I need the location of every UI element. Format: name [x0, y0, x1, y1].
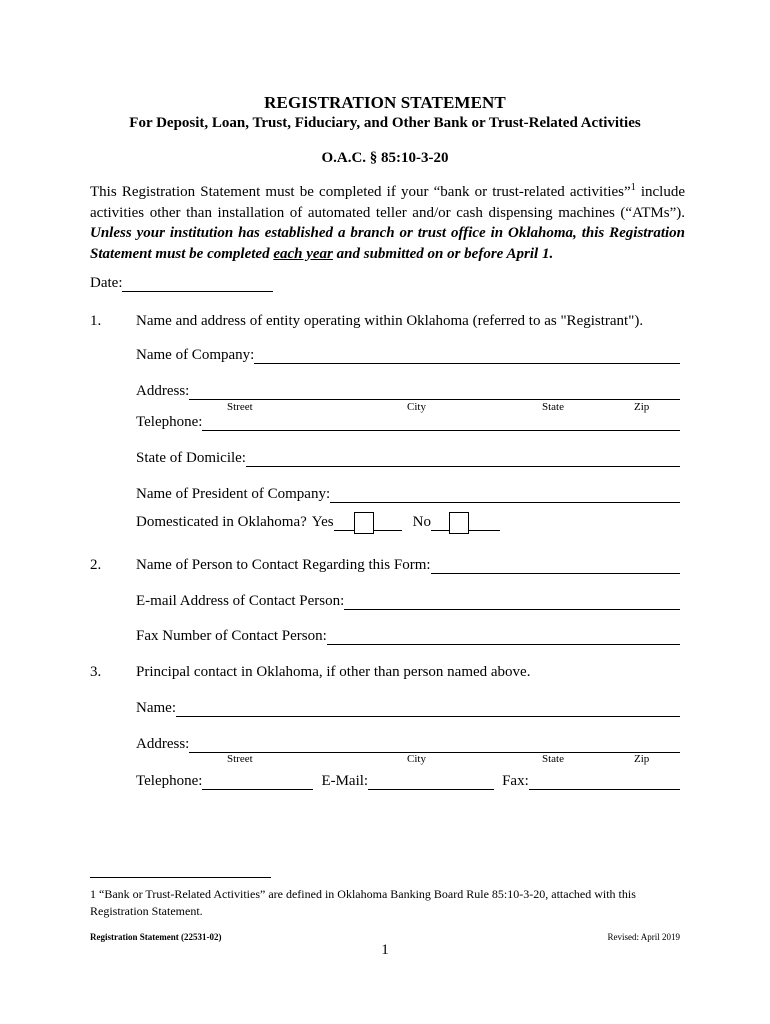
intro-paragraph — [90, 182, 685, 264]
intro-text-1: This Registration Statement must be completed if your “bank or trust-related activities” — [90, 184, 631, 200]
footnote-divider — [90, 877, 271, 878]
domesticated-yes-label: Yes — [311, 514, 334, 530]
principal-address-label: Address: — [136, 736, 190, 752]
state-domicile-field[interactable] — [246, 451, 680, 467]
intro-text-2: include activities other than installation of automated teller and/or cash dispensing machines (“ATMs”). — [90, 184, 685, 221]
date-row — [90, 275, 273, 292]
date-field[interactable] — [122, 276, 273, 292]
address-state-label: State — [542, 401, 564, 413]
section-3-heading: Principal contact in Oklahoma, if other than person named above. — [136, 664, 531, 680]
form-subtitle: For Deposit, Loan, Trust, Fiduciary, and Other Bank or Trust-Related Activities — [129, 115, 641, 131]
contact-person-field[interactable] — [431, 558, 680, 574]
section-3-number: 3. — [90, 664, 102, 680]
telephone-label: Telephone: — [136, 414, 203, 430]
principal-telephone-label: Telephone: — [136, 773, 203, 789]
principal-name-field[interactable] — [176, 701, 680, 717]
domesticated-yes-line — [334, 515, 402, 531]
intro-emphasis-underlined: each year — [273, 245, 333, 262]
principal-email-field[interactable] — [368, 774, 494, 790]
domesticated-no-label: No — [412, 514, 431, 530]
contact-fax-row — [136, 628, 680, 645]
section-1-heading: Name and address of entity operating within Oklahoma (referred to as "Registrant"). — [136, 313, 644, 329]
contact-fax-label: Fax Number of Contact Person: — [136, 628, 327, 644]
principal-telephone-field[interactable] — [202, 774, 313, 790]
regulation-citation: O.A.C. § 85:10-3-20 — [321, 150, 449, 166]
contact-fax-field[interactable] — [327, 629, 680, 645]
address-street-label: Street — [227, 401, 253, 413]
company-name-label: Name of Company: — [136, 347, 255, 363]
date-label: Date: — [90, 275, 123, 291]
form-title: REGISTRATION STATEMENT — [264, 93, 506, 112]
company-name-field[interactable] — [254, 348, 680, 364]
state-domicile-row — [136, 450, 680, 467]
company-name-row — [136, 347, 680, 364]
footnote-reference: 1 — [630, 182, 636, 193]
telephone-field[interactable] — [202, 415, 680, 431]
contact-email-label: E-mail Address of Contact Person: — [136, 593, 345, 609]
state-domicile-label: State of Domicile: — [136, 450, 246, 466]
section-1-number: 1. — [90, 313, 102, 329]
principal-state-label: State — [542, 753, 564, 765]
principal-street-label: Street — [227, 753, 253, 765]
telephone-row — [136, 414, 680, 431]
address-field[interactable] — [189, 384, 680, 400]
contact-email-row — [136, 593, 680, 610]
principal-name-label: Name: — [136, 700, 176, 716]
address-label: Address: — [136, 383, 190, 399]
principal-zip-label: Zip — [634, 753, 650, 765]
principal-fax-field[interactable] — [529, 774, 680, 790]
domesticated-label: Domesticated in Oklahoma? — [136, 514, 307, 530]
intro-emphasis-2: and submitted on or before April 1. — [332, 245, 554, 262]
address-row — [136, 383, 680, 400]
form-identifier: Registration Statement (22531-02) — [90, 932, 222, 942]
principal-email-label: E-Mail: — [321, 773, 369, 789]
principal-contact-row — [136, 773, 680, 790]
domesticated-row — [136, 514, 500, 531]
address-city-label: City — [407, 401, 426, 413]
contact-person-row — [136, 557, 680, 574]
president-name-label: Name of President of Company: — [136, 486, 331, 502]
page-number: 1 — [381, 942, 389, 958]
president-name-field[interactable] — [330, 487, 680, 503]
principal-address-row — [136, 736, 680, 753]
footnote-text: 1 “Bank or Trust-Related Activities” are defined in Oklahoma Banking Board Rule 85:10-3-20, attached with this Registration Statement. — [90, 887, 636, 918]
contact-person-label: Name of Person to Contact Regarding this Form: — [136, 557, 431, 573]
principal-address-field[interactable] — [189, 737, 680, 753]
principal-name-row — [136, 700, 680, 717]
intro-emphasis-1: Unless your institution has established a branch or trust office in Oklahoma, this Registration Statement must be completed — [90, 225, 685, 262]
contact-email-field[interactable] — [344, 594, 680, 610]
principal-city-label: City — [407, 753, 426, 765]
domesticated-no-line — [431, 515, 500, 531]
section-2-number: 2. — [90, 557, 102, 573]
principal-fax-label: Fax: — [502, 773, 529, 789]
address-zip-label: Zip — [634, 401, 650, 413]
domesticated-no-checkbox[interactable] — [449, 512, 469, 534]
revision-date: Revised: April 2019 — [607, 932, 680, 942]
president-name-row — [136, 486, 680, 503]
domesticated-yes-checkbox[interactable] — [354, 512, 374, 534]
